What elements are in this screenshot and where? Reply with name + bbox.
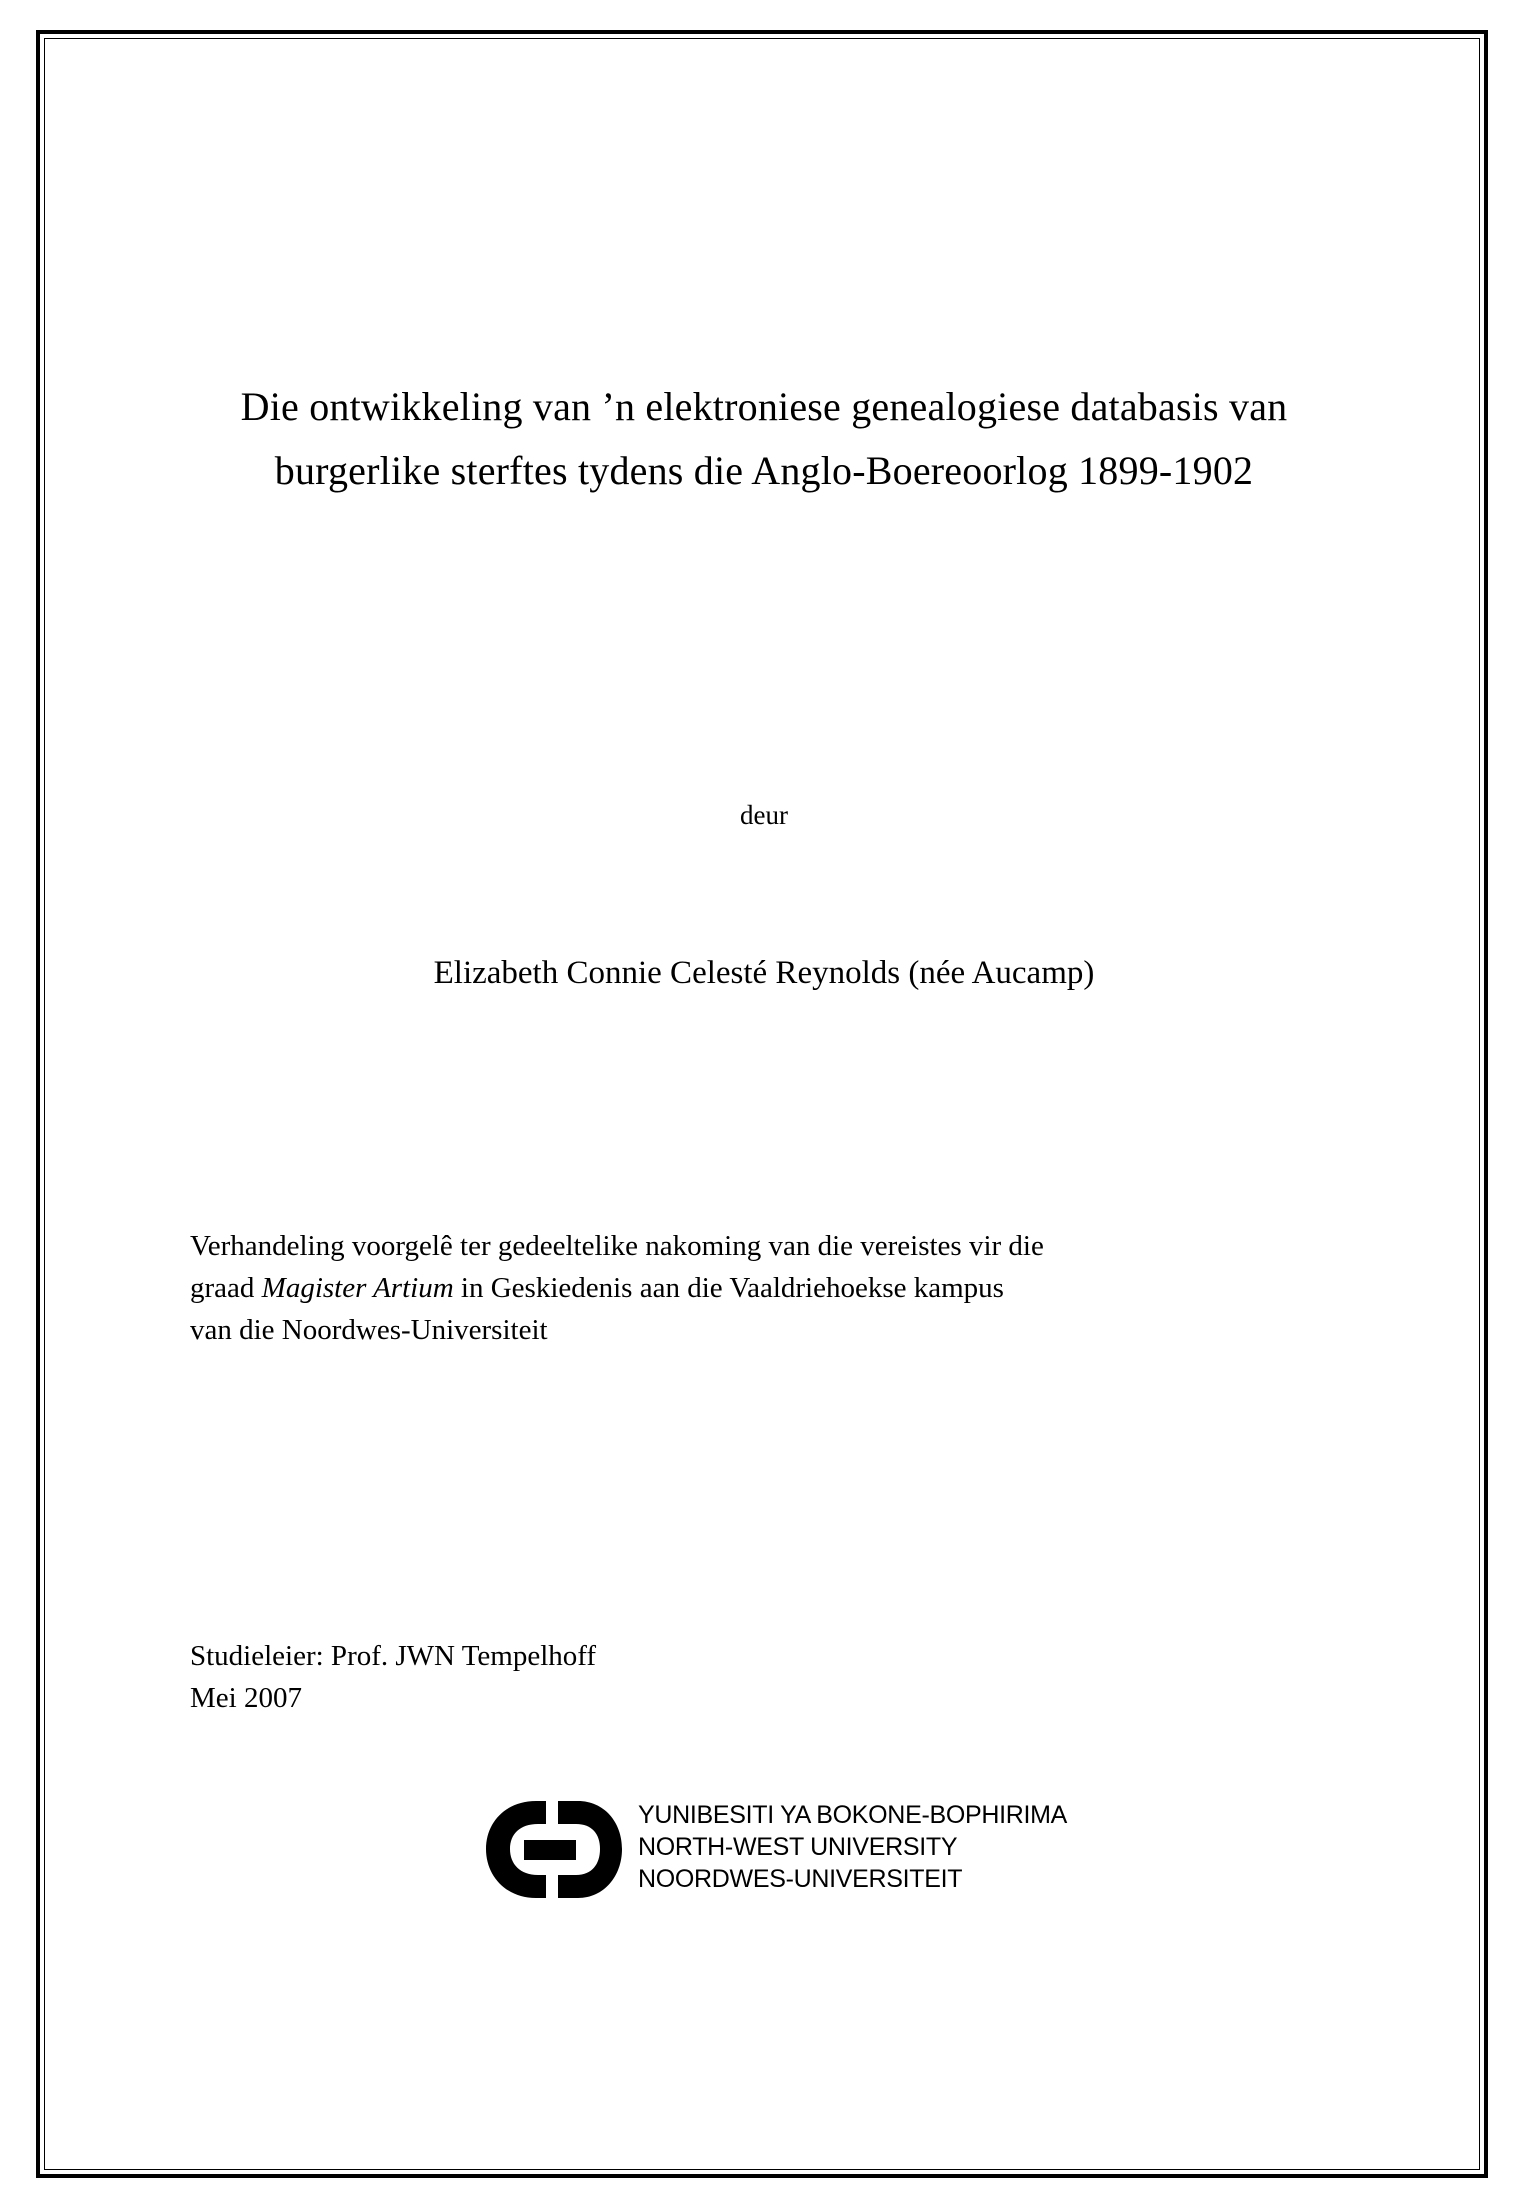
degree-statement-line-2-prefix: graad	[190, 1272, 262, 1305]
degree-name: Magister Artium	[261, 1272, 454, 1305]
logo-text-line-1: YUNIBESITI YA BOKONE-BOPHIRIMA	[638, 1801, 1068, 1829]
title-line-1: Die ontwikkeling van ’n elektroniese genealogiese databasis van	[240, 384, 1288, 429]
title-line-2: burgerlike sterftes tydens die Anglo-Boereoorlog 1899-1902	[274, 448, 1254, 493]
page-content	[150, 0, 1370, 2206]
degree-statement-line-2-suffix: in Geskiedenis aan die Vaaldriehoekse kampus	[453, 1272, 1004, 1305]
logo-text-line-2: NORTH-WEST UNIVERSITY	[638, 1833, 958, 1861]
degree-statement	[190, 1225, 1340, 1351]
supervisor-block	[190, 1635, 1190, 1719]
logo-text-block	[638, 1799, 1067, 1895]
nwu-logo-icon	[480, 1797, 630, 1902]
degree-statement-line-2	[190, 1267, 1340, 1309]
by-label: deur	[740, 800, 788, 830]
university-logo	[480, 1795, 1180, 1915]
degree-statement-line-3: van die Noordwes-Universiteit	[190, 1314, 548, 1347]
degree-statement-line-1: Verhandeling voorgelê ter gedeeltelike nakoming van die vereistes vir die	[190, 1230, 1044, 1262]
submission-date: Mei 2007	[190, 1682, 302, 1715]
supervisor-name: Studieleier: Prof. JWN Tempelhoff	[190, 1640, 597, 1672]
author-name: Elizabeth Connie Celesté Reynolds (née Aucamp)	[433, 955, 1095, 991]
page-title	[184, 375, 1344, 503]
logo-text-line-3: NOORDWES-UNIVERSITEIT	[638, 1865, 963, 1893]
